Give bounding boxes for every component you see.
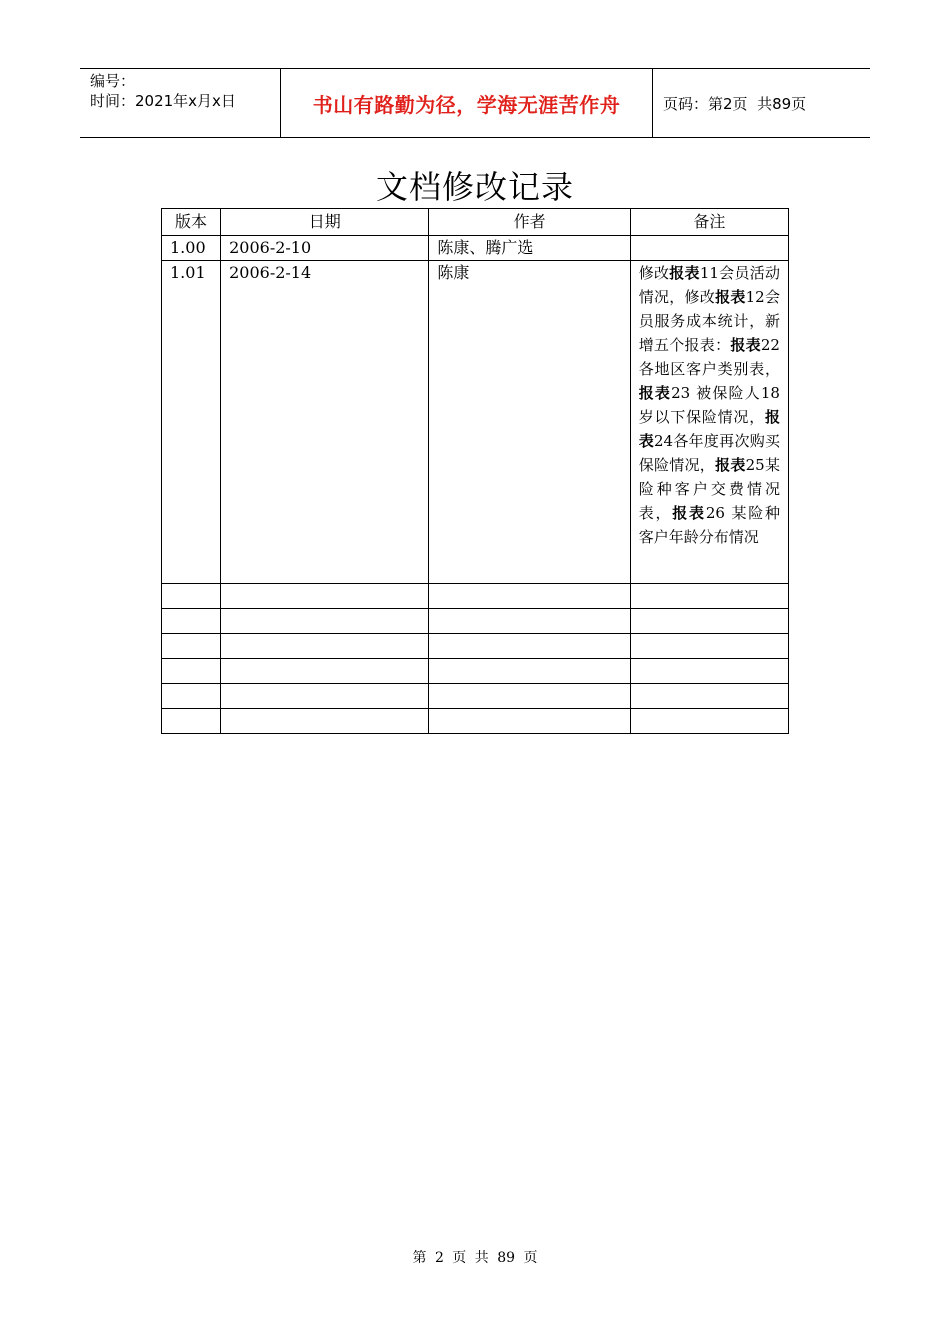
header-date: 日期 (221, 209, 429, 236)
note-text: 11会员活动情况，修改 (638, 264, 780, 306)
empty-row (162, 659, 789, 684)
note-text: 23 被保险人18岁以下保险情况， (638, 384, 780, 426)
cell-version: 1.00 (162, 236, 221, 261)
header-version: 版本 (162, 209, 221, 236)
empty-row (162, 634, 789, 659)
cell-note (630, 236, 788, 261)
document-title: 文档修改记录 (375, 168, 574, 206)
header-author: 作者 (429, 209, 630, 236)
header-motto: 书山有路勤为径，学海无涯苦作舟 (281, 69, 653, 137)
report-keyword: 报表 (715, 288, 746, 306)
empty-row (162, 609, 789, 634)
cell-date: 2006-2-14 (221, 261, 429, 584)
table-row (162, 261, 789, 584)
empty-row (162, 584, 789, 609)
note-text: 24各年度再次购买保险情况， (638, 432, 780, 474)
note-text: 修改 (638, 264, 670, 282)
cell-author: 陈康 (429, 261, 630, 584)
report-keyword: 报表 (730, 336, 761, 354)
table-header-row (162, 209, 789, 236)
note-text: 22各地区客户类别表， (638, 336, 780, 378)
header-meta (80, 69, 281, 137)
empty-row (162, 709, 789, 734)
header-page-info (653, 69, 870, 137)
table-row (162, 236, 789, 261)
cell-note (630, 261, 788, 584)
note-text: 26 某险种客户年龄分布情况 (638, 504, 780, 546)
report-keyword: 报表 (672, 504, 706, 522)
cell-date: 2006-2-10 (221, 236, 429, 261)
report-keyword: 报表 (638, 384, 672, 402)
report-keyword: 报表 (715, 456, 746, 474)
time-label: 时间：2021年x月x日 (90, 92, 236, 110)
page-footer: 第 2 页 共 89 页 (412, 1250, 538, 1266)
header-note: 备注 (630, 209, 788, 236)
report-keyword: 报表 (669, 264, 700, 282)
cell-author: 陈康、腾广选 (429, 236, 630, 261)
revision-table (161, 208, 789, 734)
page-header (80, 68, 870, 138)
empty-row (162, 684, 789, 709)
note-text: 25某险种客户交费情况表， (638, 456, 780, 522)
note-text: 12会员服务成本统计，新增五个报表： (638, 288, 780, 354)
page-label: 页码：第2页 共89页 (663, 94, 807, 113)
cell-version: 1.01 (162, 261, 221, 584)
report-keyword: 报表 (638, 408, 780, 450)
number-label: 编号： (90, 72, 136, 90)
